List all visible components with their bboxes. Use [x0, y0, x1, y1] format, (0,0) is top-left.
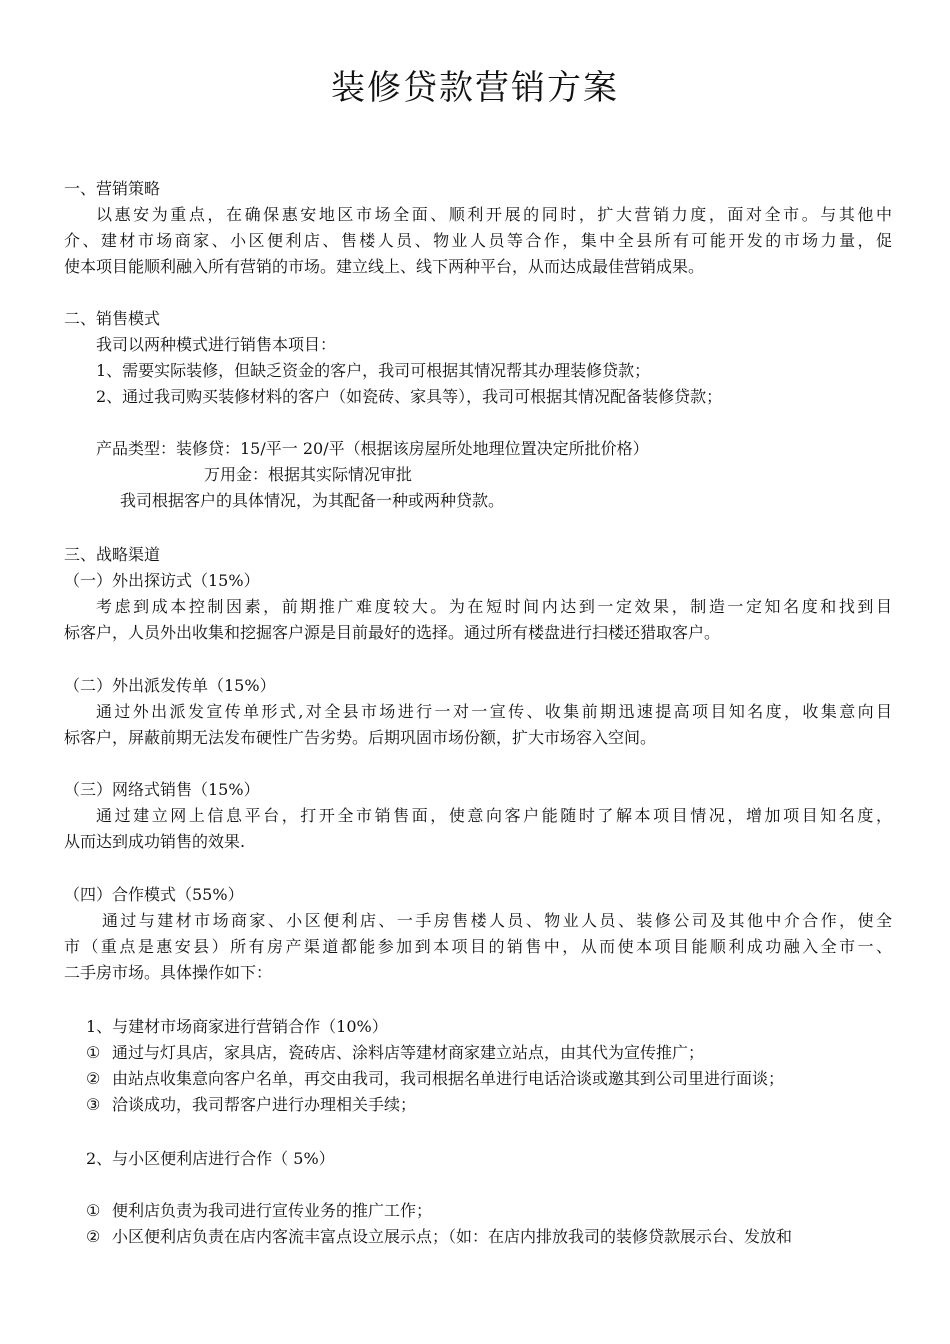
- paragraph-line: 使本项目能顺利融入所有营销的市场。建立线上、线下两种平台，从而达成最佳营销成果。: [64, 257, 705, 276]
- subsection-heading: （三）网络式销售（15%）: [64, 780, 260, 799]
- section-heading-sales-mode: 二、销售模式: [64, 309, 161, 328]
- mode-item-2: 2、通过我司购买装修材料的客户（如瓷砖、家具等），我司可根据其情况配备装修贷款；: [96, 387, 723, 406]
- subsection-heading: （一）外出探访式（15%）: [64, 571, 260, 590]
- paragraph-line: 二手房市场。具体操作如下：: [64, 963, 273, 982]
- operation-heading: 1、与建材市场商家进行营销合作（10%）: [86, 1017, 388, 1036]
- paragraph-line: 以惠安为重点，在确保惠安地区市场全面、顺利开展的同时，扩大营销力度，面对全市。与其他中: [96, 205, 892, 224]
- paragraph-line: 市（重点是惠安县）所有房产渠道都能参加到本项目的销售中，从而使本项目能顺利成功融入全市一、: [64, 937, 892, 956]
- list-item-number: ②: [86, 1227, 101, 1246]
- list-item-number: ①: [86, 1043, 101, 1062]
- paragraph-line: 通过建立网上信息平台，打开全市销售面，使意向客户能随时了解本项目情况，增加项目知名度，: [96, 806, 892, 825]
- list-item-number: ①: [86, 1201, 101, 1220]
- list-item: [86, 1198, 432, 1224]
- paragraph-line: 从而达到成功销售的效果.: [64, 832, 246, 851]
- list-item-text: 由站点收集意向客户名单，再交由我司，我司根据名单进行电话洽谈或邀其到公司里进行面谈；: [112, 1069, 785, 1088]
- subsection-heading: （四）合作模式（55%）: [64, 885, 244, 904]
- paragraph-line: 通过外出派发宣传单形式,对全县市场进行一对一宣传、收集前期迅速提高项目知名度，收集意向目: [96, 702, 892, 721]
- paragraph-line: 介、建材市场商家、小区便利店、售楼人员、物业人员等合作，集中全县所有可能开发的市场力量，促: [64, 231, 892, 250]
- paragraph-line: 通过与建材市场商家、小区便利店、一手房售楼人员、物业人员、装修公司及其他中介合作，使全: [102, 911, 892, 930]
- subsection-heading: （二）外出派发传单（15%）: [64, 676, 276, 695]
- list-item-number: ②: [86, 1069, 101, 1088]
- list-item: [86, 1040, 704, 1066]
- product-type-line: 万用金：根据其实际情况审批: [204, 465, 413, 484]
- list-item-text: 通过与灯具店，家具店，瓷砖店、涂料店等建材商家建立站点，由其代为宣传推广；: [112, 1043, 705, 1062]
- paragraph-line: 我司以两种模式进行销售本项目：: [96, 335, 337, 354]
- mode-item-1: 1、需要实际装修，但缺乏资金的客户，我司可根据其情况帮其办理装修贷款；: [96, 361, 651, 380]
- section-heading-strategic-channels: 三、战略渠道: [64, 545, 161, 564]
- list-item-number: ③: [86, 1095, 101, 1114]
- list-item-text: 洽谈成功，我司帮客户进行办理相关手续；: [112, 1095, 417, 1114]
- document-title: 装修贷款营销方案: [331, 68, 619, 108]
- list-item-text: 小区便利店负责在店内客流丰富点设立展示点；（如：在店内排放我司的装修贷款展示台、发放和: [112, 1227, 793, 1246]
- operation-heading: 2、与小区便利店进行合作（ 5%）: [86, 1149, 335, 1168]
- list-item: [86, 1224, 792, 1250]
- paragraph-line: 标客户，屏蔽前期无法发布硬性广告劣势。后期巩固市场份额，扩大市场容入空间。: [64, 728, 657, 747]
- section-heading-marketing-strategy: 一、营销策略: [64, 179, 161, 198]
- paragraph-line: 我司根据客户的具体情况，为其配备一种或两种贷款。: [120, 491, 505, 510]
- list-item: [86, 1092, 416, 1118]
- list-item-text: 便利店负责为我司进行宣传业务的推广工作；: [112, 1201, 433, 1220]
- list-item: [86, 1066, 784, 1092]
- product-type-line: 产品类型：装修贷：15/平一 20/平（根据该房屋所处地理位置决定所批价格）: [96, 439, 649, 458]
- paragraph-line: 标客户，人员外出收集和挖掘客户源是目前最好的选择。通过所有楼盘进行扫楼还猎取客户。: [64, 623, 721, 642]
- paragraph-line: 考虑到成本控制因素，前期推广难度较大。为在短时间内达到一定效果，制造一定知名度和找到目: [96, 597, 892, 616]
